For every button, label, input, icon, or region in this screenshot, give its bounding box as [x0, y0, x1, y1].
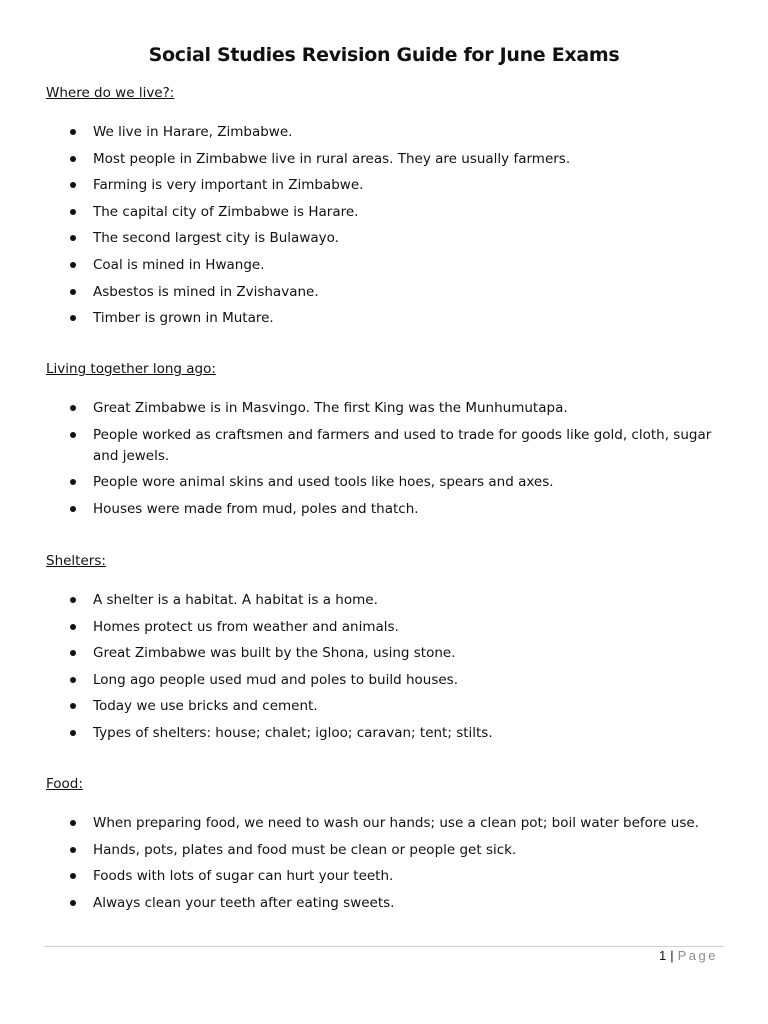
bullet-list	[46, 813, 726, 914]
list-item: Long ago people used mud and poles to build houses.	[46, 670, 726, 691]
list-item: The second largest city is Bulawayo.	[46, 228, 726, 249]
list-item: Coal is mined in Hwange.	[46, 255, 726, 276]
list-item: Great Zimbabwe was built by the Shona, using stone.	[46, 643, 726, 664]
section-heading: Food:	[46, 776, 83, 792]
list-item: Houses were made from mud, poles and thatch.	[46, 499, 726, 520]
page-label: Page	[677, 948, 718, 963]
list-item: Great Zimbabwe is in Masvingo. The first King was the Munhumutapa.	[46, 398, 726, 419]
section-heading: Living together long ago:	[46, 361, 216, 377]
list-item: Most people in Zimbabwe live in rural areas. They are usually farmers.	[46, 149, 726, 170]
list-item: People wore animal skins and used tools like hoes, spears and axes.	[46, 472, 726, 493]
list-item: Today we use bricks and cement.	[46, 696, 726, 717]
bullet-list	[46, 398, 726, 520]
bullet-list	[46, 122, 726, 329]
list-item: Always clean your teeth after eating sweets.	[46, 893, 726, 914]
list-item: Asbestos is mined in Zvishavane.	[46, 282, 726, 303]
list-item: Timber is grown in Mutare.	[46, 308, 726, 329]
list-item: Homes protect us from weather and animals.	[46, 617, 726, 638]
list-item: A shelter is a habitat. A habitat is a home.	[46, 590, 726, 611]
list-item: When preparing food, we need to wash our hands; use a clean pot; boil water before use.	[46, 813, 726, 834]
list-item: The capital city of Zimbabwe is Harare.	[46, 202, 726, 223]
section-shelters	[46, 552, 726, 750]
list-item: Hands, pots, plates and food must be clean or people get sick.	[46, 840, 726, 861]
footer-divider	[44, 946, 724, 947]
list-item: Types of shelters: house; chalet; igloo; caravan; tent; stilts.	[46, 723, 726, 744]
section-where-do-we-live	[46, 84, 726, 335]
section-heading: Where do we live?:	[46, 85, 175, 101]
section-food	[46, 775, 726, 919]
bullet-list	[46, 590, 726, 744]
page-number: 1	[659, 948, 667, 963]
section-living-together-long-ago	[46, 360, 726, 525]
list-item: Foods with lots of sugar can hurt your teeth.	[46, 866, 726, 887]
list-item: Farming is very important in Zimbabwe.	[46, 175, 726, 196]
section-heading: Shelters:	[46, 553, 106, 569]
list-item: We live in Harare, Zimbabwe.	[46, 122, 726, 143]
page-footer	[659, 948, 718, 963]
page-title: Social Studies Revision Guide for June Exams	[148, 44, 620, 66]
footer-separator: |	[670, 948, 674, 963]
list-item: People worked as craftsmen and farmers and used to trade for goods like gold, cloth, sugar and jewels.	[46, 425, 726, 467]
